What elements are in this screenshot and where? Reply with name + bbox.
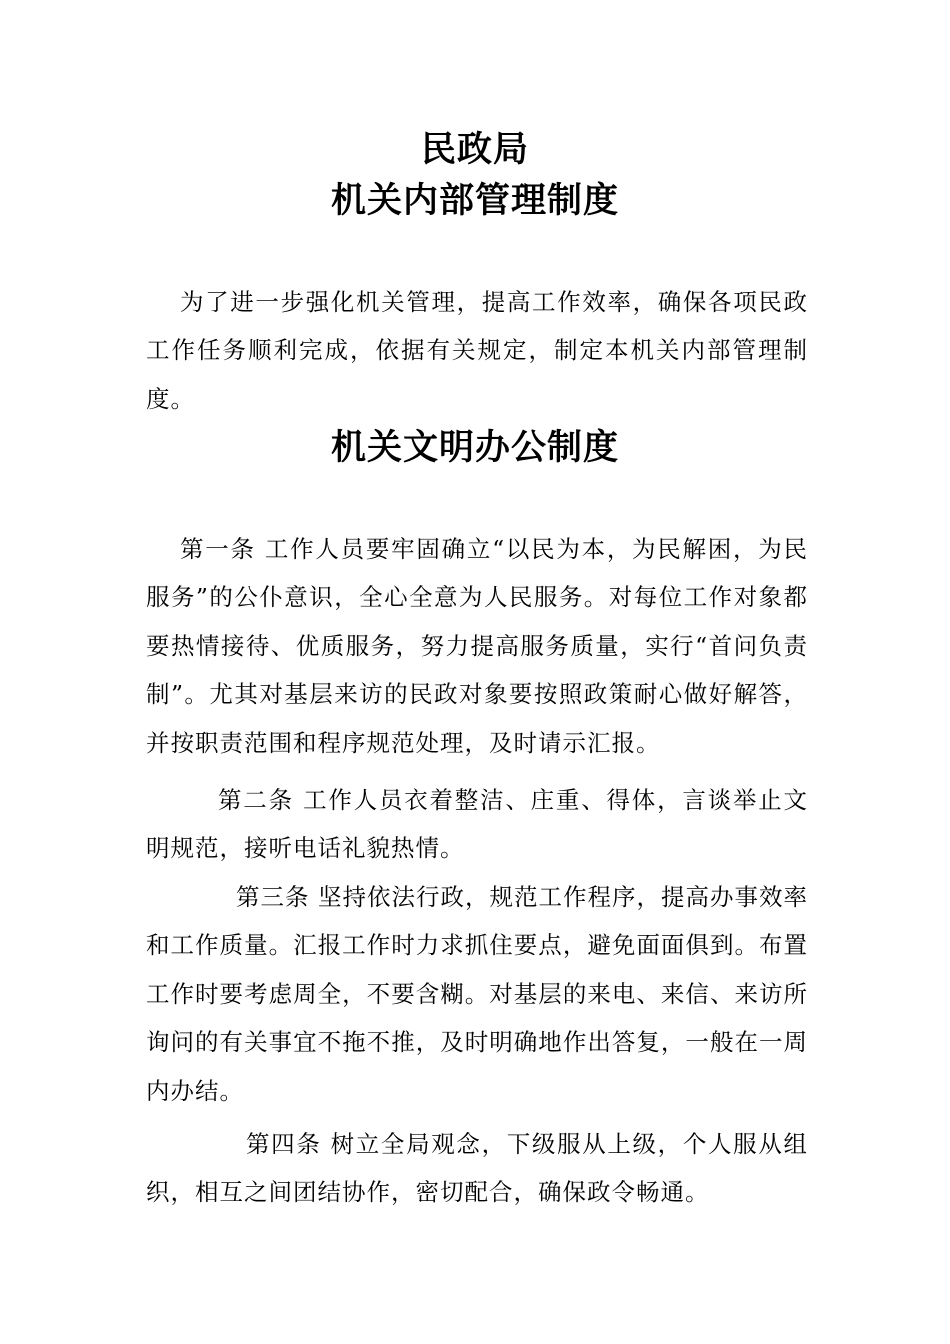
intro-paragraph: 为了进一步强化机关管理，提高工作效率，确保各项民政工作任务顺利完成，依据有关规定，制定本机关内部管理制度。 <box>146 288 808 413</box>
article-paragraph-2: 第二条 工作人员衣着整洁、庄重、得体，言谈举止文明规范，接听电话礼貌热情。 <box>146 786 808 863</box>
document-title-line-2: 机关内部管理制度 <box>330 180 619 221</box>
article-paragraph-1: 第一条 工作人员要牢固确立“以民为本，为民解困，为民服务”的公仆意识，全心全意为人民服务。对每位工作对象都要热情接待、优质服务，努力提高服务质量，实行“首问负责制”。尤其对基层来访的民政对象要按照政策耐心做好解答，并按职责范围和程序规范处理，及时请示汇报。 <box>146 535 808 757</box>
article-paragraph-3: 第三条 坚持依法行政，规范工作程序，提高办事效率和工作质量。汇报工作时力求抓住要点，避免面面俱到。布置工作时要考虑周全，不要含糊。对基层的来电、来信、来访所询问的有关事宜不拖不推，及时明确地作出答复，一般在一周内办结。 <box>146 883 808 1105</box>
document-title-line-1: 民政局 <box>420 129 529 170</box>
section-title: 机关文明办公制度 <box>330 427 619 468</box>
article-paragraph-4: 第四条 树立全局观念，下级服从上级，个人服从组织，相互之间团结协作，密切配合，确保政令畅通。 <box>146 1130 808 1207</box>
